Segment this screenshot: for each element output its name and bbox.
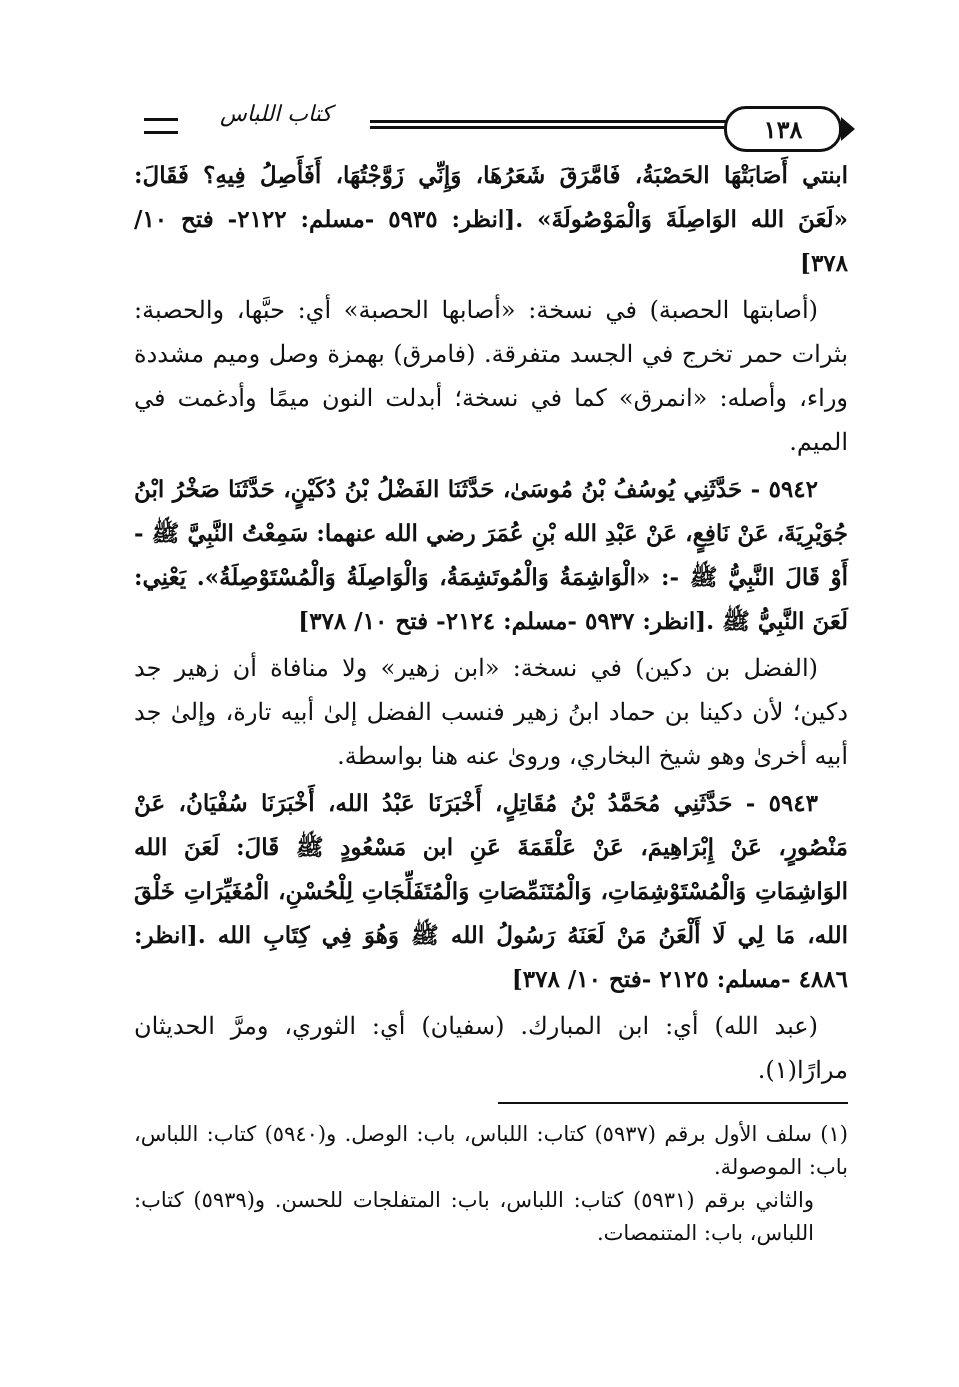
commentary-paragraph: (عبد الله) أي: ابن المبارك. (سفيان) أي: الثوري، ومرَّ الحديثان مرارًا(١). xyxy=(134,1012,848,1084)
commentary-paragraph: (الفضل بن دكين) في نسخة: «ابن زهير» ولا منافاة أن زهير جد دكين؛ لأن دكينا بن حماد ابنُ زهير فنسب الفضل إلىٰ أبيه تارة، وإلىٰ جد أبيه أخرىٰ وهو شيخ البخاري، وروىٰ عنه هنا بواسطة. xyxy=(134,654,849,770)
footnotes xyxy=(134,1102,848,1250)
commentary-paragraph: (أصابتها الحصبة) في نسخة: «أصابها الحصبة» أي: حبَّها، والحصبة: بثرات حمر تخرج في الجسد متفرقة. (فامرق) بهمزة وصل وميم مشددة وراء، وأصله: «انمرق» كما في نسخة؛ أبدلت النون ميمًا وأدغمت في الميم. xyxy=(134,296,848,456)
footnote-1-continuation: والثاني برقم (٥٩٣١) كتاب: اللباس، باب: المتفلجات للحسن. و(٥٩٣٩) كتاب: اللباس، باب: المتنمصات. xyxy=(134,1188,815,1245)
footnote-rule xyxy=(498,1102,848,1104)
running-title: كتاب اللباس xyxy=(220,102,332,127)
header-rule xyxy=(370,120,730,123)
page-number: ١٣٨ xyxy=(724,106,842,152)
hadith-5943: ٥٩٤٣ - حَدَّثَنِي مُحَمَّدُ بْنُ مُقَاتِلٍ، أَخْبَرَنَا عَبْدُ الله، أَخْبَرَنَا سُفْيَانُ، عَنْ مَنْصُورٍ، عَنْ إِبْرَاهِيمَ، عَنْ عَلْقَمَةَ عَنِ ابن مَسْعُودٍ ﷺ قَالَ: لَعَنَ الله الوَاشِمَاتِ وَالْمُسْتَوْشِمَاتِ، وَالْمُتَنَمِّصَاتِ وَالْمُتَفَلِّجَاتِ لِلْحُسْنِ، الْمُغَيِّرَاتِ خَلْقَ الله، مَا لِي لَا أَلْعَنُ مَنْ لَعَنَهُ رَسُولُ الله ﷺ وَهُوَ فِي كِتَابِ الله .[انظر: ٤٨٨٦ -مسلم: ٢١٢٥ -فتح ١٠/ ٣٧٨] xyxy=(134,790,848,993)
hadith-5942: ٥٩٤٢ - حَدَّثَنِي يُوسُفُ بْنُ مُوسَىٰ، حَدَّثَنَا الفَضْلُ بْنُ دُكَيْنٍ، حَدَّثَنَا صَخْرُ ابْنُ جُوَيْرِيَةَ، عَنْ نَافِعٍ، عَنْ عَبْدِ الله بْنِ عُمَرَ رضي الله عنهما: سَمِعْتُ النَّبِيَّ ﷺ - أَوْ قَالَ النَّبِيُّ ﷺ -: «الْوَاشِمَةُ وَالْمُوتَشِمَةُ، وَالْوَاصِلَةُ وَالْمُسْتَوْصِلَةُ». يَعْنِي: لَعَنَ النَّبِيُّ ﷺ .[انظر: ٥٩٣٧ -مسلم: ٢١٢٤- فتح ١٠/ ٣٧٨] xyxy=(134,476,848,635)
page-header xyxy=(134,92,848,150)
header-rule xyxy=(370,126,730,129)
hadith-continuation: ابنتي أَصَابَتْهَا الحَصْبَةُ، فَامَّرَقَ شَعَرُهَا، وَإِنِّي زَوَّجْتُهَا، أَفَأَصِلُ فِيهِ؟ فَقَالَ: «لَعَنَ الله الوَاصِلَةَ وَالْمَوْصُولَةَ» .[انظر: ٥٩٣٥ -مسلم: ٢١٢٢- فتح ١٠/ ٣٧٨] xyxy=(134,162,848,277)
main-text xyxy=(134,154,848,1092)
footnote-1: (١) سلف الأول برقم (٥٩٣٧) كتاب: اللباس، باب: الوصل. و(٥٩٤٠) كتاب: اللباس، باب: الموصولة. xyxy=(134,1122,848,1179)
page-body xyxy=(134,92,848,1092)
header-ornament xyxy=(144,118,178,134)
